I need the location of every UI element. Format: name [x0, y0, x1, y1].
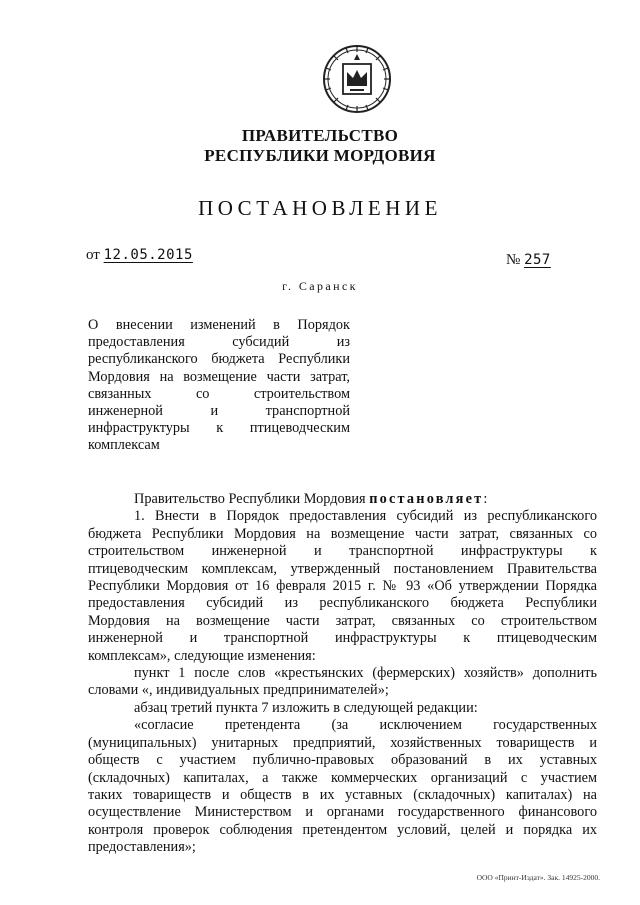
government-title-line2: РЕСПУБЛИКИ МОРДОВИЯ [204, 146, 436, 165]
subject-block [88, 317, 350, 455]
subject-line: Мордовия на возмещение части затрат, [88, 368, 350, 385]
body-line: (муниципальных) унитарных предприятий, хозяйственных товариществ и [88, 734, 597, 751]
body-line: осуществление Министерством и органами государственного финансового [88, 804, 597, 821]
decree-body [88, 491, 597, 857]
subject-line: инженерной и транспортной [88, 403, 350, 420]
decree-intro [88, 491, 597, 508]
printer-imprint: ООО «Принт-Издат». Зак. 14925-2000. [476, 873, 600, 882]
body-line: бюджета Республики Мордовия на возмещение части затрат, связанных со [88, 525, 597, 542]
body-line: Мордовия на возмещение части затрат, связанных со строительством [88, 612, 597, 629]
body-line: инженерной и транспортной инфраструктуры к птицеводческим [88, 630, 597, 647]
number-line [506, 252, 564, 269]
body-line: 1. Внести в Порядок предоставления субсидий из республиканского [134, 508, 597, 525]
body-line: пункт 1 после слов «крестьянских (фермерских) хозяйств» дополнить [134, 665, 597, 682]
subject-line: связанных со строительством [88, 385, 350, 402]
body-line: предоставления»; [88, 839, 196, 856]
body-line: абзац третий пункта 7 изложить в следующей редакции: [134, 699, 478, 716]
date-prefix: от [86, 247, 100, 263]
subject-line: предоставления субсидий из [88, 334, 350, 351]
body-line: птицеводческим комплексам, утвержденный постановлением Правительства [88, 560, 597, 577]
city-label: г. Саранск [282, 279, 358, 293]
date-line [86, 247, 193, 264]
body-line: словами «, индивидуальных предпринимателей»; [88, 682, 389, 699]
coat-of-arms-emblem [320, 42, 394, 116]
intro-text: Правительство Республики Мордовия [134, 491, 366, 507]
document-number: 257 [524, 252, 551, 268]
document-type-heading: ПОСТАНОВЛЕНИЕ [198, 196, 442, 220]
government-title-line1: ПРАВИТЕЛЬСТВО [241, 126, 399, 145]
number-prefix: № [506, 252, 521, 268]
subject-line: О внесении изменений в Порядок [88, 317, 350, 333]
body-line: контроля проверок соблюдения претендентом условий, целей и порядка их [88, 821, 597, 838]
decree-verb: постановляет [369, 491, 484, 507]
body-line: (складочных) капиталах, а также коммерческих организаций с участием [88, 769, 597, 786]
subject-line: инфраструктуры к птицеводческим [88, 420, 350, 437]
body-line: комплексам», следующие изменения: [88, 647, 316, 664]
subject-line: республиканского бюджета Республики [88, 351, 350, 368]
body-line: таких товариществ и обществ в их уставных (складочных) капиталах) на [88, 786, 597, 803]
intro-colon: : [483, 491, 488, 507]
document-date: 12.05.2015 [103, 247, 193, 263]
body-line: обществ с участием публично-правовых образований в их уставных [88, 752, 597, 769]
subject-line: комплексам [88, 437, 160, 454]
body-line: строительством инженерной и транспортной инфраструктуры к [88, 543, 597, 560]
body-line: предоставления субсидий из республиканского бюджета Республики [88, 595, 597, 612]
body-line: Республики Мордовия от 16 февраля 2015 г. № 93 «Об утверждении Порядка [88, 578, 597, 595]
body-line: «согласие претендента (за исключением государственных [134, 717, 597, 734]
